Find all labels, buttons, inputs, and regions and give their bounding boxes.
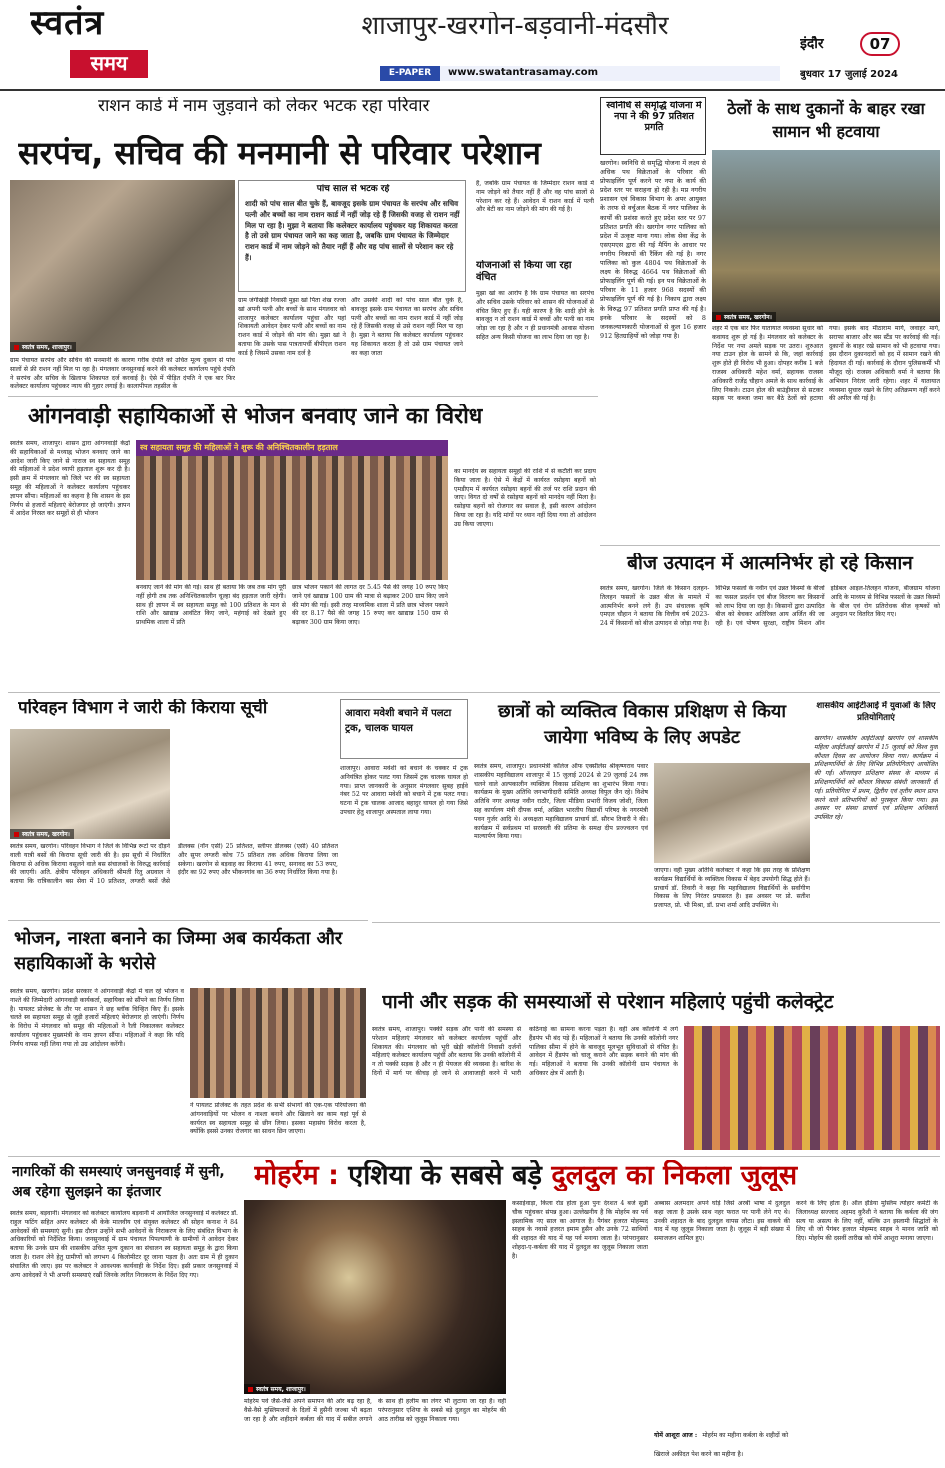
story3-headline: ठेलों के साथ दुकानों के बाहर रखा सामान भी हटवाया [727,99,925,142]
story12-headline: नागरिकों की समस्याएं जनसुनवाई में सुनी, अब रहेगा सुलझने का इंतजार [12,1164,225,1201]
story-muharram [244,1158,940,1464]
story1-body-d: है, जबकि ग्राम पंचायत के जिम्मेदार राशन कार्ड में नाम जोड़ने को तैयार नहीं हैं और वह पांच सालों से परेशान कर रहे हैं। आवेदन में राशन कार्ड में पत्नी और बेटी का नाम जोड़ने की मांग की गई है। [476,180,594,214]
caption-marker-icon [14,345,19,350]
story1-photo-caption [10,342,76,352]
story13-photo [244,1200,506,1394]
logo-line2: समय [90,52,128,75]
story-water-road [372,922,940,1154]
story13-body-a: मोहर्रम पर्व जैसे-जैसे अपने समापन की ओर बढ़ रहा है, वैसे-वैसे मुस्लिमजनों के दिलों में हुसैनी जज्बा भी बढ़ता जा रहा है और शहीदाने कर्बला की याद में सबील लगाने के साथ ही हलीम का लंगर भी लुटाया जा रहा है। वहीं परंपरानुसार एशिया के सबसे बड़े दुलदुल का मोहर्रम की आठ तारीख को जुलूस निकाला गया। [244,1398,506,1423]
story1-kicker: राशन कार्ड में नाम जुड़वाने को लेकर भटक रहा परिवार [98,97,430,116]
story1-subhead: योजनाओं से किया जा रहा वंचित [476,260,572,283]
story6-photo-caption [10,829,74,839]
website-link[interactable]: www.swatantrasamay.com [448,67,599,78]
story12-body: स्वतंत्र समय, बड़वानी। मंगलवार को कलेक्टर कार्यालय बड़वानी में आयोजित जनसुनवाई में कलेक्टर डॉ. राहुल फटिंग सहित अपर कलेक्टर श्री केके मालवीय एवं संयुक्त कलेक्टर श्री सोहन कनाश ने 84 आवेदकों की समस्याएं सुनी। इस दौरान उन्होंने सभी आवेदनों के निराकरण के लिए संबंधित विभाग के अधिकारियों को निर्देशित किया। जनसुनवाई में ग्राम पंचायत पिपल्याणी के ग्रामीणों ने आवेदन देकर बताया कि उनके ग्राम की शासकीय उचित मूल्य दुकान का संचालन स्व सहायता समूह के द्वारा किया जाता है। राशन लेने हेतु ग्रामीणों को लगभग 4 किलोमीटर दूर जाना पड़ता है। अतः ग्राम में ही दुकान संचालित की जाए। इस पर कलेक्टर ने आवश्यक कार्यवाही के निर्देश दिए। इसी प्रकार जनसुनवाई में अन्य आवेदकों ने भी अपनी समस्याएं रखीं जिनके त्वरित निराकरण के निर्देश दिए गए। [10,1210,238,1279]
caption-marker-icon [248,1387,253,1392]
masthead-divider [0,89,945,91]
story4-photo [136,440,448,580]
story3-photo-caption [712,312,776,322]
story4-photo-banner-text: स्व सहायता समूह की महिलाओं ने शुरू की अनिश्चितकालीन हड़ताल [140,443,338,452]
story13-headline-red: मोहर्रम : [254,1160,339,1191]
story7-body: शाजापुर। आवारा मवेशी को बचाने के चक्कर में ट्रक अनियंत्रित होकर पलट गया जिसमें ट्रक चालक घायल हो गया। प्राप्त जानकारी के अनुसार मंगलवार सुबह हाईवे नंबर 52 पर आवारा मवेशी को बचाने में ट्रक पलट गया। घटना में ट्रक चालक आजाद बहादुर घायल हो गया जिसे उपचार हेतु शाजापुर अस्पताल लाया गया। [340,765,468,816]
story-ration-card [8,95,598,393]
story11-photo [684,1026,940,1150]
story4-headline: आंगनवाड़ी सहायिकाओं से भोजन बनवाए जाने का विरोध [28,404,483,429]
caption-marker-icon [716,315,721,320]
story6-photo [10,729,170,839]
epaper-strip [380,66,780,81]
caption-marker-icon [14,832,19,837]
story6-headline: परिवहन विभाग ने जारी की किराया सूची [18,699,268,718]
story5-headline: बीज उत्पादन में आत्मनिर्भर हो रहे किसान [627,553,913,574]
story8-headline: छात्रों को व्यक्तित्व विकास प्रशिक्षण से किया जायेगा भविष्य के लिए अपडेट [497,701,787,749]
caption-text: स्वतंत्र समय, खरगोन। [22,831,70,838]
story8-body-a: स्वतंत्र समय, शाजापुर। प्रधानमंत्री कॉलेज ऑफ एक्सीलेंस श्रीकृष्णराव पवार शासकीय महाविद्यालय शाजापुर में 15 जुलाई 2024 से 29 जुलाई 24 तक चलने वाले अल्पकालीन व्यक्तित्व विकास प्रशिक्षण का शुभारंभ किया गया। कार्यक्रम के मुख्य अतिथि जनभागीदारी समिति अध्यक्ष विपुल जैन रहे। विशेष अतिथि नगर अध्यक्ष नवीन राठौर, जिला मीडिया प्रभारी विजय जोशी, जिला सह कार्यालय मंत्री दीपक वर्मा, अखिल भारतीय विद्यार्थी परिषद के नगरमंत्री पवन गुर्जर आदि थे। अध्यक्षता महाविद्यालय प्राचार्य डॉ. सौरभ तिवारी ने की। कार्यक्रम में सर्वप्रथम मां सरस्वती की प्रतिमा के समक्ष दीप प्रज्ज्वलन एवं माल्यार्पण किया गया। [474,763,648,841]
divider-4 [8,1156,940,1157]
divider-1 [8,396,598,397]
divider-2 [8,692,940,693]
story1-photo [10,180,235,352]
story8-body-b: जाएगा। वहीं मुख्य अतिथि कलेक्टर ने कहा कि इस तरह के प्रशिक्षण कार्यक्रम विद्यार्थियों के व्यक्तित्व विकास में बेहद उपयोगी सिद्ध होते हैं। प्राचार्य डॉ. तिवारी ने कहा कि महाविद्यालय विद्यार्थियों के सर्वांगीण विकास के लिए निरंतर प्रयासरत है। इस अवसर पर प्रो. सतीश प्रजापत, प्रो. भी मिश्रा, डॉ. प्रभा शर्मा आदि उपस्थित थे। [654,867,810,910]
story13-sub-body: मोहर्रम का महीना कर्बला के शहीदों को खिराजे अकीदत पेश करने का महीना है। [654,1432,789,1458]
story13-subhead: योमें आशूरा आज : [654,1432,698,1439]
story13-headline-black: एशिया के सबसे बड़े [348,1160,542,1191]
story13-photo-caption [244,1384,310,1394]
logo [30,4,165,82]
caption-text: स्वतंत्र समय, खरगोन। [724,314,772,321]
story4-photo-banner [136,440,448,456]
story13-body-d: करने के लिए होता है। ऑल इंडिया मुस्लिम त्योहार कमेटी के जिलाध्यक्ष सज्जाद अहमद कुरैशी ने बताया कि कर्बला की जंग सत्य या असत्य के लिए नहीं, बल्कि उन इस्लामी सिद्धांतों के लिए थी जो पैगंबर हजरत मोहम्मद साहब ने मानव जाति को दिए। मोहर्रम की दसवीं तारीख को योमें आशूरा मनाया जाएगा। [796,1200,938,1243]
city: इंदौर [800,36,824,52]
story4-body-b: बनवाए जाने की मांग की गई। साथ ही बताया कि जब तक मांग पूरी नहीं होगी तब तक अनिश्चितकालीन चूल्हा बंद हड़ताल जारी रहेगी। साथ ही ज्ञापन में स्व सहायता समूह को 100 प्रतिशत के मान से राशि और खाद्यान्न आवंटित किए जाने, महंगाई को देखते हुए प्राथमिक शाला में प्रति [136,584,286,627]
story-iti [812,695,940,917]
story1-body-c: और उसकी शादी को पांच साल बीत चुके हैं, बावजूद इसके ग्राम पंचायत का सरपंच और सचिव पत्नी और बच्चों का नाम राशन कार्ड में नहीं जोड़ रहे हैं जिसकी वजह से उसे राशन नहीं मिल पा रहा है। मुझा ने बताया कि कलेक्टर कार्यालय पहुंचकर यह शिकायत करता है तो उसे ग्राम पंचायत जाने का कहा जाता [351,297,463,357]
story10-body-b: ने पायलट प्रोजेक्ट के तहत प्रदेश के सभी संभागों की एक-एक परियोजना की आंगनवाड़ियों पर भोजन व नाश्ता बनाने और खिलाने का काम यहां पूर्व से कार्यरत स्व सहायता समूह से छीन लिया। इसका महासंघ विरोध करता है, क्योंकि इससे उनका रोजगार का साधन छिन जाएगा। [190,1102,366,1136]
story13-headline-red2: दुलदुल का निकला जुलूस [551,1160,798,1191]
story11-body: स्वतंत्र समय, शाजापुर। पक्की सड़क और पानी की समस्या से परेशान महिलाएं मंगलवार को कलेक्टर कार्यालय पहुंचीं और शिकायत की। मंगलवार को भूरी खेड़ी कॉलोनी निवासी दर्जनों महिलाएं कलेक्टर कार्यालय पहुंचीं और बताया कि उनकी कॉलोनी में न तो पक्की सड़क है और न ही पेयजल की व्यवस्था है। बारिश के दिनों में मार्ग पर कीचड़ हो जाने से आवाजाही करने में भारी कठिनाई का सामना करना पड़ता है। वहीं अब कॉलोनी में लगे हैंडपंप भी बंद पड़े हैं। महिलाओं ने बताया कि उनकी कॉलोनी नगर पालिका सीमा में होने के बावजूद मूलभूत सुविधाओं से वंचित है। आवेदन में हैंडपंप को चालू कराने और सड़क बनाने की मांग की गई। महिलाओं ने बताया कि उनकी कॉलोनी ग्राम पंचायत के अधिकार क्षेत्र में आती है। [372,1026,678,1077]
story8-photo [654,763,810,863]
story2-body: खरगोन। स्वनिधि से समृद्धि योजना में लक्ष्य से अधिक पथ विक्रेताओं के परिवार की प्रोफाइलिंग पूर्ण करने पर नपा के कार्य की प्रदेश स्तर पर सराहना हो रही है। मप्र नगरीय प्रशासन एवं विकास विभाग के अपर आयुक्त के तरफ से वर्चुअल बैठक में नगर पालिका के कार्यों की प्रशंसा करते हुए प्रदेश स्तर पर 97 प्रतिशत प्रगति की। खरगोन नगर पालिका को प्रदेश में उत्कृष्ट माना गया। लोक सेवा केंद्र के एसएमएस द्वारा की गई मैपिंग के आधार पर नगरीय निकायों की रैंकिंग की गई है। नगर पालिका को कुल 4804 पथ विक्रेताओं के लक्ष्य के विरुद्ध 4664 पथ विक्रेताओं की प्रोफाइलिंग पूर्ण की गई। इन पथ विक्रेताओं के परिवार के 11 हजार 968 सदस्यों की प्रोफाइलिंग पूर्ण की गई है। निकाय द्वारा लक्ष्य के विरुद्ध 97 प्रतिशत प्रगति प्राप्त की गई है। इनके परिवार के सदस्यों को 8 जनकल्याणकारी योजनाओं से कुल 16 हजार 912 हितग्राहियों को जोड़ा गया है। [600,159,706,340]
story4-body-c: छात्र भोजन पकाने की लागत दर 5.45 पैसे की जगह 10 रुपए किए जाने एवं खाद्यान्न 100 ग्राम की मात्रा से बढ़ाकर 200 ग्राम किए जाने की मांग की गई। इसी तरह माध्यमिक शाला में प्रति छात्र भोजन पकाने की दर 8.17 पैसे की जगह 15 रुपए कर खाद्यान्न 150 ग्राम से बढ़ाकर 300 ग्राम किया जाए। [292,584,448,627]
logo-line1: स्वतंत्र [30,4,105,43]
story-meal-responsibility [8,922,368,1154]
story-encroachment [712,95,940,543]
story5-body: स्वतंत्र समय, खरगोन। जिले के किसान दलहन-तिलहन फसलों के उन्नत बीज के मामले में आत्मनिर्भर बनने लगे हैं। उप संचालक कृषि एमएल चौहान ने बताया कि वित्तीय वर्ष 2023-24 में किसानों को बीज उत्पादन से जोड़ा गया है। विभिन्न फसलों के नवीन एवं उन्नत किस्मों के बीजों का फसल प्रदर्शन एवं बीज वितरण कर किसानों को लाभ दिया जा रहा है। किसानों द्वारा उत्पादित बीज को बेचकर अतिरिक्त आय अर्जित की जा रही है। एवं पोषण सुरक्षा, राष्ट्रीय मिशन ऑन इडिबल आइल-तिलहन योजना, बीजग्राम योजना आदि के माध्यम से विभिन्न फसलों के उन्नत किस्मों के बीज एवं रोग प्रतिरोधक बीज कृषकों को अनुदान पर वितरित किए गए। [600,585,940,628]
edition-title: शाजापुर-खरगोन-बड़वानी-मंदसौर [361,12,669,41]
story13-sub-section [654,1422,790,1462]
story1-quote-box [238,180,466,292]
story1-body-b: ग्राम जंगीखेड़ी निवासी मुझा खां पिता शेख रज्जा खां अपनी पत्नी और बच्चों के साथ मंगलवार को शाजापुर कलेक्टर कार्यालय पहुंचा और यहां शिकायती आवेदन देकर पत्नी और बच्चों का नाम राशन कार्ड में जोड़ने की मांग की। मुझा खां ने बताया कि उसके पास पात्रतापर्ची बीपीएल राशन कार्ड है जिसमें उसका नाम दर्ज है [238,297,346,357]
masthead [0,0,945,88]
story7-headline: आवारा मवेशी बचाने में पलटा ट्रक, चालक घायल [345,708,452,734]
story-personality-training [474,695,810,917]
story1-body-a: ग्राम पंचायत सरपंच और सचिव की मनमानी के कारण गरीब दंपति को उचित मूल्य दुकान से पांच सालों से फ्री राशन नहीं मिल पा रहा है। मंगलवार जनसुनवाई करने की कलेक्टर कार्यालय पहुंचे दंपति ने सरपंच और सचिव के खिलाफ शिकायत दर्ज करवाई है। ऐसे में पीड़ित दंपति ने एक बार फिर कलेक्टर कार्यालय पहुंचकर न्याय की गुहार लगाई है। कालापीपल तहसील के [10,357,235,391]
date: बुधवार 17 जुलाई 2024 [800,69,898,80]
story5-top-rule [600,545,940,546]
page-number: 07 [869,36,891,53]
caption-text: स्वतंत्र समय, शाजापुर। [256,1386,306,1393]
story9-body: खरगोन। शासकीय आईटीआई खरगोन एवं शासकीय महिला आईटीआई खरगोन में 15 जुलाई को विश्व युवा कौशल दिवस का आयोजन किया गया। कार्यक्रम में प्रशिक्षणार्थियों के लिए विभिन्न प्रतियोगिताएं आयोजित की गईं। ऑनलाइन प्रशिक्षण संस्था के माध्यम से प्रशिक्षणार्थियों को कौशल विकास संबंधी जानकारी दी गई। प्रतियोगिता में प्रथम, द्वितीय एवं तृतीय स्थान प्राप्त करने वाले प्रतिभागियों को पुरस्कृत किया गया। इस अवसर पर संस्था प्राचार्य एवं प्रशिक्षण अधिकारी उपस्थित रहे। [814,735,938,822]
story-fare-list [8,695,338,917]
story-truck [340,695,470,917]
story-public-hearing [8,1158,240,1464]
story1-quote: शादी को पांच साल बीत चुके हैं, बावजूद इसके ग्राम पंचायत के सरपंच और सचिव पत्नी और बच्चों का नाम राशन कार्ड में नहीं जोड़ रहे हैं जिसकी वजह से राशन नहीं मिल पा रहा है। मुझा ने बताया कि कलेक्टर कार्यालय पहुंचकर यह शिकायत करता है तो उसे ग्राम पंचायत जाने का कह जाता है, जबकि ग्राम पंचायत के जिम्मेदार राशन कार्ड में नाम जोड़ने को तैयार नहीं हैं और वह पांच सालों से परेशान कर रहे हैं। [245,199,460,262]
epaper-label: E-PAPER [380,66,440,81]
story3-body: शहर में एक बार फिर यातायात व्यवस्था सुधार को कवायद शुरू हो गई है। मंगलवार को कलेक्टर के निर्देश पर नपा अमले सड़क पर उतरा। शुरुआत नया टाउन होल के सामने से कि, जहां कार्रवाई शुरू होते ही विरोध भी हुआ। दोपहर करीब 1 बजे राजस्व अधिकारी महेश वर्मा, सहायक राजस्व अधिकारी राजेंद्र चौहान अमले के साथ कार्रवाई के लिए निकले। टाउन होल की बाउंड्रीवाल से सटकर सड़क पर कब्जा जमा कर बैठे ठेलों को हटाया गया। इसके बाद मीठाराम मार्ग, जवाहर मार्ग, सराफा बाजार और बस स्टैंड पर कार्रवाई की गई। दुकानों के बाहर रखे सामान को भी हटवाया गया। इस दौरान दुकानदारों को हद में सामान रखने की हिदायत दी गई। कार्रवाई के दौरान पुलिसकर्मी भी मौजूद रहे। राजस्व अधिकारी वर्मा ने बताया कि अभियान निरंतर जारी रहेगा। शहर में यातायात व्यवस्था सुचारु रखने के लिए अतिक्रमण नहीं करने की अपील की गई है। [712,325,940,403]
story1-headline: सरपंच, सचिव की मनमानी से परिवार परेशान [18,135,541,172]
story2-headline: स्वनिधि से समृद्धि योजना में नपा ने की 97 प्रतिशत प्रगति [606,101,702,133]
story13-headline [254,1160,940,1191]
story6-body: स्वतंत्र समय, खरगोन। परिवहन विभाग ने जिले के विभिन्न रूटों पर दौड़ने वाली यात्री बसों की किराया सूची जारी की है। इस सूची में निर्धारित किराया से अधिक किराया वसूलने वाले बस संचालकों के विरुद्ध कार्रवाई की जाएगी। अति. क्षेत्रीय परिवहन अधिकारी श्रीमती रितु अग्रवाल ने बताया कि रात्रिकालीन बस सेवा में 10 प्रतिशत, लग्जरी बसों जैसे डीलक्स (नॉन एसी) 25 प्रतिशत, स्लीपर डीलक्स (एसी) 40 प्रतिशत और सुपर लग्जरी कोच 75 प्रतिशत तक अधिक किराया लिया जा सकेगा। खरगोन से बड़वाह का किराया 41 रुपए, सनावद का 53 रुपए, इंदौर का 92 रुपए और भीकनगांव का 36 रुपए निर्धारित किया गया है। [10,843,338,886]
story-anganwadi [8,400,598,688]
story-svanidhi [600,95,708,543]
story13-body-b: कसाईवाड़ा, किला रोड होता हुआ पुनः देरशत 4 बजे सुन्नी चौक पहुंचकर संपन्न हुआ। उल्लेखनीय है कि मोहर्रम का पर्व इस्लामिक नए साल का आगाज है। पैगंबर हजरत मोहम्मद साहब के नवासे हजरत इमाम हुसैन और उनके 72 साथियों की शहादत की याद में यह पर्व मनाया जाता है। परंपरानुसार शोहदा-ए-कर्बला की याद में दुलदुल का जुलूस निकाला जाता है। [512,1200,648,1260]
story1-quote-title: पांच साल से भटक रहे [316,184,390,194]
story2-headline-box [600,97,706,155]
story10-photo [190,988,366,1098]
story4-body-d: का मानदेय स्व सहायता समूहों की राशि में से कटौती कर प्रदाय किया जाता है। ऐसे में केंद्रों में कार्यरत रसोइया बहनों को एमडीएम में कार्यरत रसोइया बहनों की तर्ज पर राशि प्रदान की जाए। विगत दो वर्षों से रसोइया बहनों को मानदेय नहीं मिला है। रसोइया बहनों को रोजगार का सवाल है, इसी कारण आंदोलन किया जा रहा है। यदि मांगों पर ध्यान नहीं दिया गया तो आंदोलन उग्र किया जाएगा। [454,468,596,528]
story13-body-c: अब्बास अलमदार अपने घोड़े जिसे अरबी भाषा में दुलदुल कहा जाता है उसके साथ नहर फरात पर पानी लेने गए थे। उनकी शहादत के बाद दुलदुल वापस लौटा। इस वाकये की याद में यह जुलूस निकाला जाता है। जुलूस में बड़ी संख्या में समाजजन शामिल हुए। [654,1200,790,1243]
divider-3 [8,920,368,921]
story9-headline: शासकीय आईटीआई में युवाओं के लिए प्रतियोगिताएं [816,701,936,723]
story11-top-rule [372,922,940,923]
story10-body-a: स्वतंत्र समय, खरगोन। प्रदेश सरकार ने आंगनवाड़ी केंद्रों में चल रहे भोजन व नाश्ते की जिम्मेदारी आंगनवाड़ी कार्यकर्ता, सहायिका को सौंपने का निर्णय लिया है। पायलट प्रोजेक्ट के तौर पर शासन ने छह ब्लॉक चिन्हित किए हैं। इसके चलते स्व सहायता समूह से जुड़ी हजारों महिलाएं बेरोजगार हो जाएंगी। निर्णय के विरोध में मंगलवार को समूह की महिलाओं ने रैली निकालकर कलेक्टर कार्यालय पहुंचकर मुख्यमंत्री के नाम ज्ञापन सौंपा। महिलाओं ने कहा कि यदि निर्णय वापस नहीं लिया गया तो उग्र आंदोलन करेंगी। [10,988,184,1048]
story3-photo [712,150,940,322]
caption-text: स्वतंत्र समय, शाजापुर। [22,344,72,351]
story4-body-a: स्वतंत्र समय, शाजापुर। शासन द्वारा आंगनवाड़ी केंद्रों की सहायिकाओं से मध्याह्न भोजन बनवाए जाने का आदेश जारी किए जाने से नाराज स्व सहायता समूह की महिलाओं ने प्रदेश व्यापी हड़ताल शुरू कर दी है। इसी क्रम में मंगलवार को जिले भर की स्व सहायता समूह की महिलाओं ने कलेक्टर कार्यालय पहुंचकर ज्ञापन सौंपा। महिलाओं का कहना है कि शासन के इस निर्णय से हजारों महिलाएं बेरोजगार हो जाएंगी। ज्ञापन में आदेश निरस्त कर समूहों से ही भोजन [10,440,130,518]
story7-headline-box [340,699,468,759]
story-seed [600,545,940,690]
story1-body-e: मुझा खां का आरोप है कि ग्राम पंचायत का सरपंच और सचिव उसके परिवार को शासन की योजनाओं से वंचित किए हुए हैं। यही कारण है कि शादी होने के बावजूद न तो राशन कार्ड में बच्चों और पत्नी का नाम जोड़ा जा रहा है और न ही प्रधानमंत्री आवास योजना सहित अन्य किसी योजना का लाभ दिया जा रहा है। [476,290,594,341]
story11-headline: पानी और सड़क की समस्याओं से परेशान महिलाएं पहुंची कलेक्ट्रेट [382,992,834,1013]
page-number-box [860,32,900,56]
story10-headline: भोजन, नाश्ता बनाने का जिम्मा अब कार्यकता और सहायिकाओं के भरोसे [14,928,343,975]
logo-line2-box [70,50,148,78]
